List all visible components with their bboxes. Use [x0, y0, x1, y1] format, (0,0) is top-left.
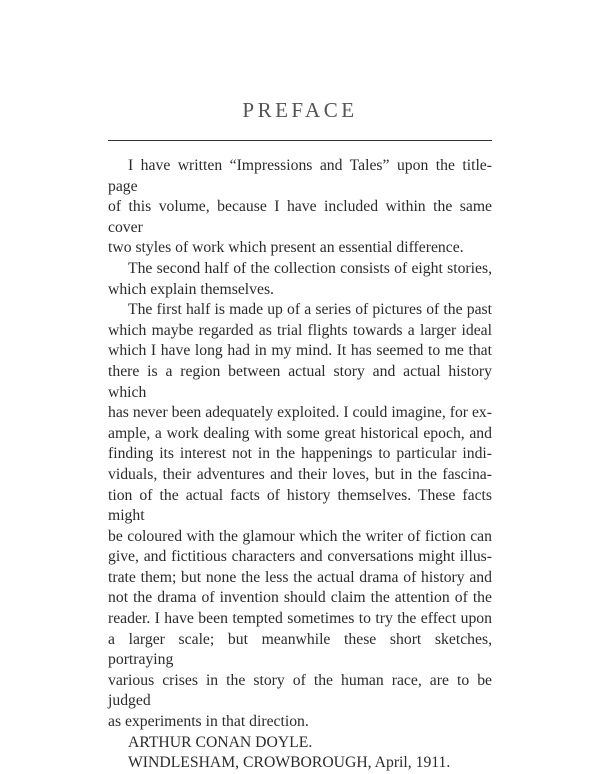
text-line: I have written “Impressions and Tales” upon the title-page	[108, 157, 492, 195]
text-line: give, and fictitious characters and conversations might illus-	[108, 548, 492, 566]
text-line: The second half of the collection consists of eight stories,	[128, 259, 492, 277]
text-line: which I have long had in my mind. It has seemed to me that	[108, 342, 492, 360]
text-line: of this volume, because I have included within the same cover	[108, 198, 492, 236]
paragraph	[108, 259, 492, 300]
text-line: reader. I have been tempted sometimes to try the effect upon	[108, 610, 492, 628]
text-line: two styles of work which present an essential difference.	[108, 239, 464, 257]
text-line: which explain themselves.	[108, 280, 274, 298]
text-line: various crises in the story of the human race, are to be judged	[108, 671, 492, 710]
text-line: viduals, their adventures and their loves, but in the fascina-	[108, 465, 492, 483]
text-line: be coloured with the glamour which the writer of fiction can	[108, 527, 492, 545]
page-title: PREFACE	[242, 98, 358, 122]
text-line: a larger scale; but meanwhile these short sketches, portraying	[108, 630, 492, 669]
preface-body	[108, 156, 492, 774]
text-line: trate them; but none the less the actual drama of history and	[108, 568, 492, 586]
text-line: ample, a work dealing with some great historical epoch, and	[108, 424, 492, 442]
text-line: which maybe regarded as trial flights towards a larger ideal	[108, 321, 492, 339]
signature-place-date: WINDLESHAM, CROWBOROUGH, April, 1911.	[128, 754, 451, 772]
title-rule	[108, 140, 492, 141]
paragraph	[108, 156, 492, 259]
text-line: The first half is made up of a series of pictures of the past	[128, 301, 492, 319]
signature-author: ARTHUR CONAN DOYLE.	[128, 733, 313, 751]
text-line: there is a region between actual story and actual history which	[108, 362, 492, 401]
text-line: has never been adequately exploited. I could imagine, for ex-	[108, 404, 492, 422]
text-line: tion of the actual facts of history themselves. These facts might	[108, 486, 492, 525]
text-line: as experiments in that direction.	[108, 713, 309, 731]
paragraph	[108, 300, 492, 732]
text-line: finding its interest not in the happenings to particular indi-	[108, 445, 492, 463]
text-line: not the drama of invention should claim the attention of the	[108, 589, 492, 607]
